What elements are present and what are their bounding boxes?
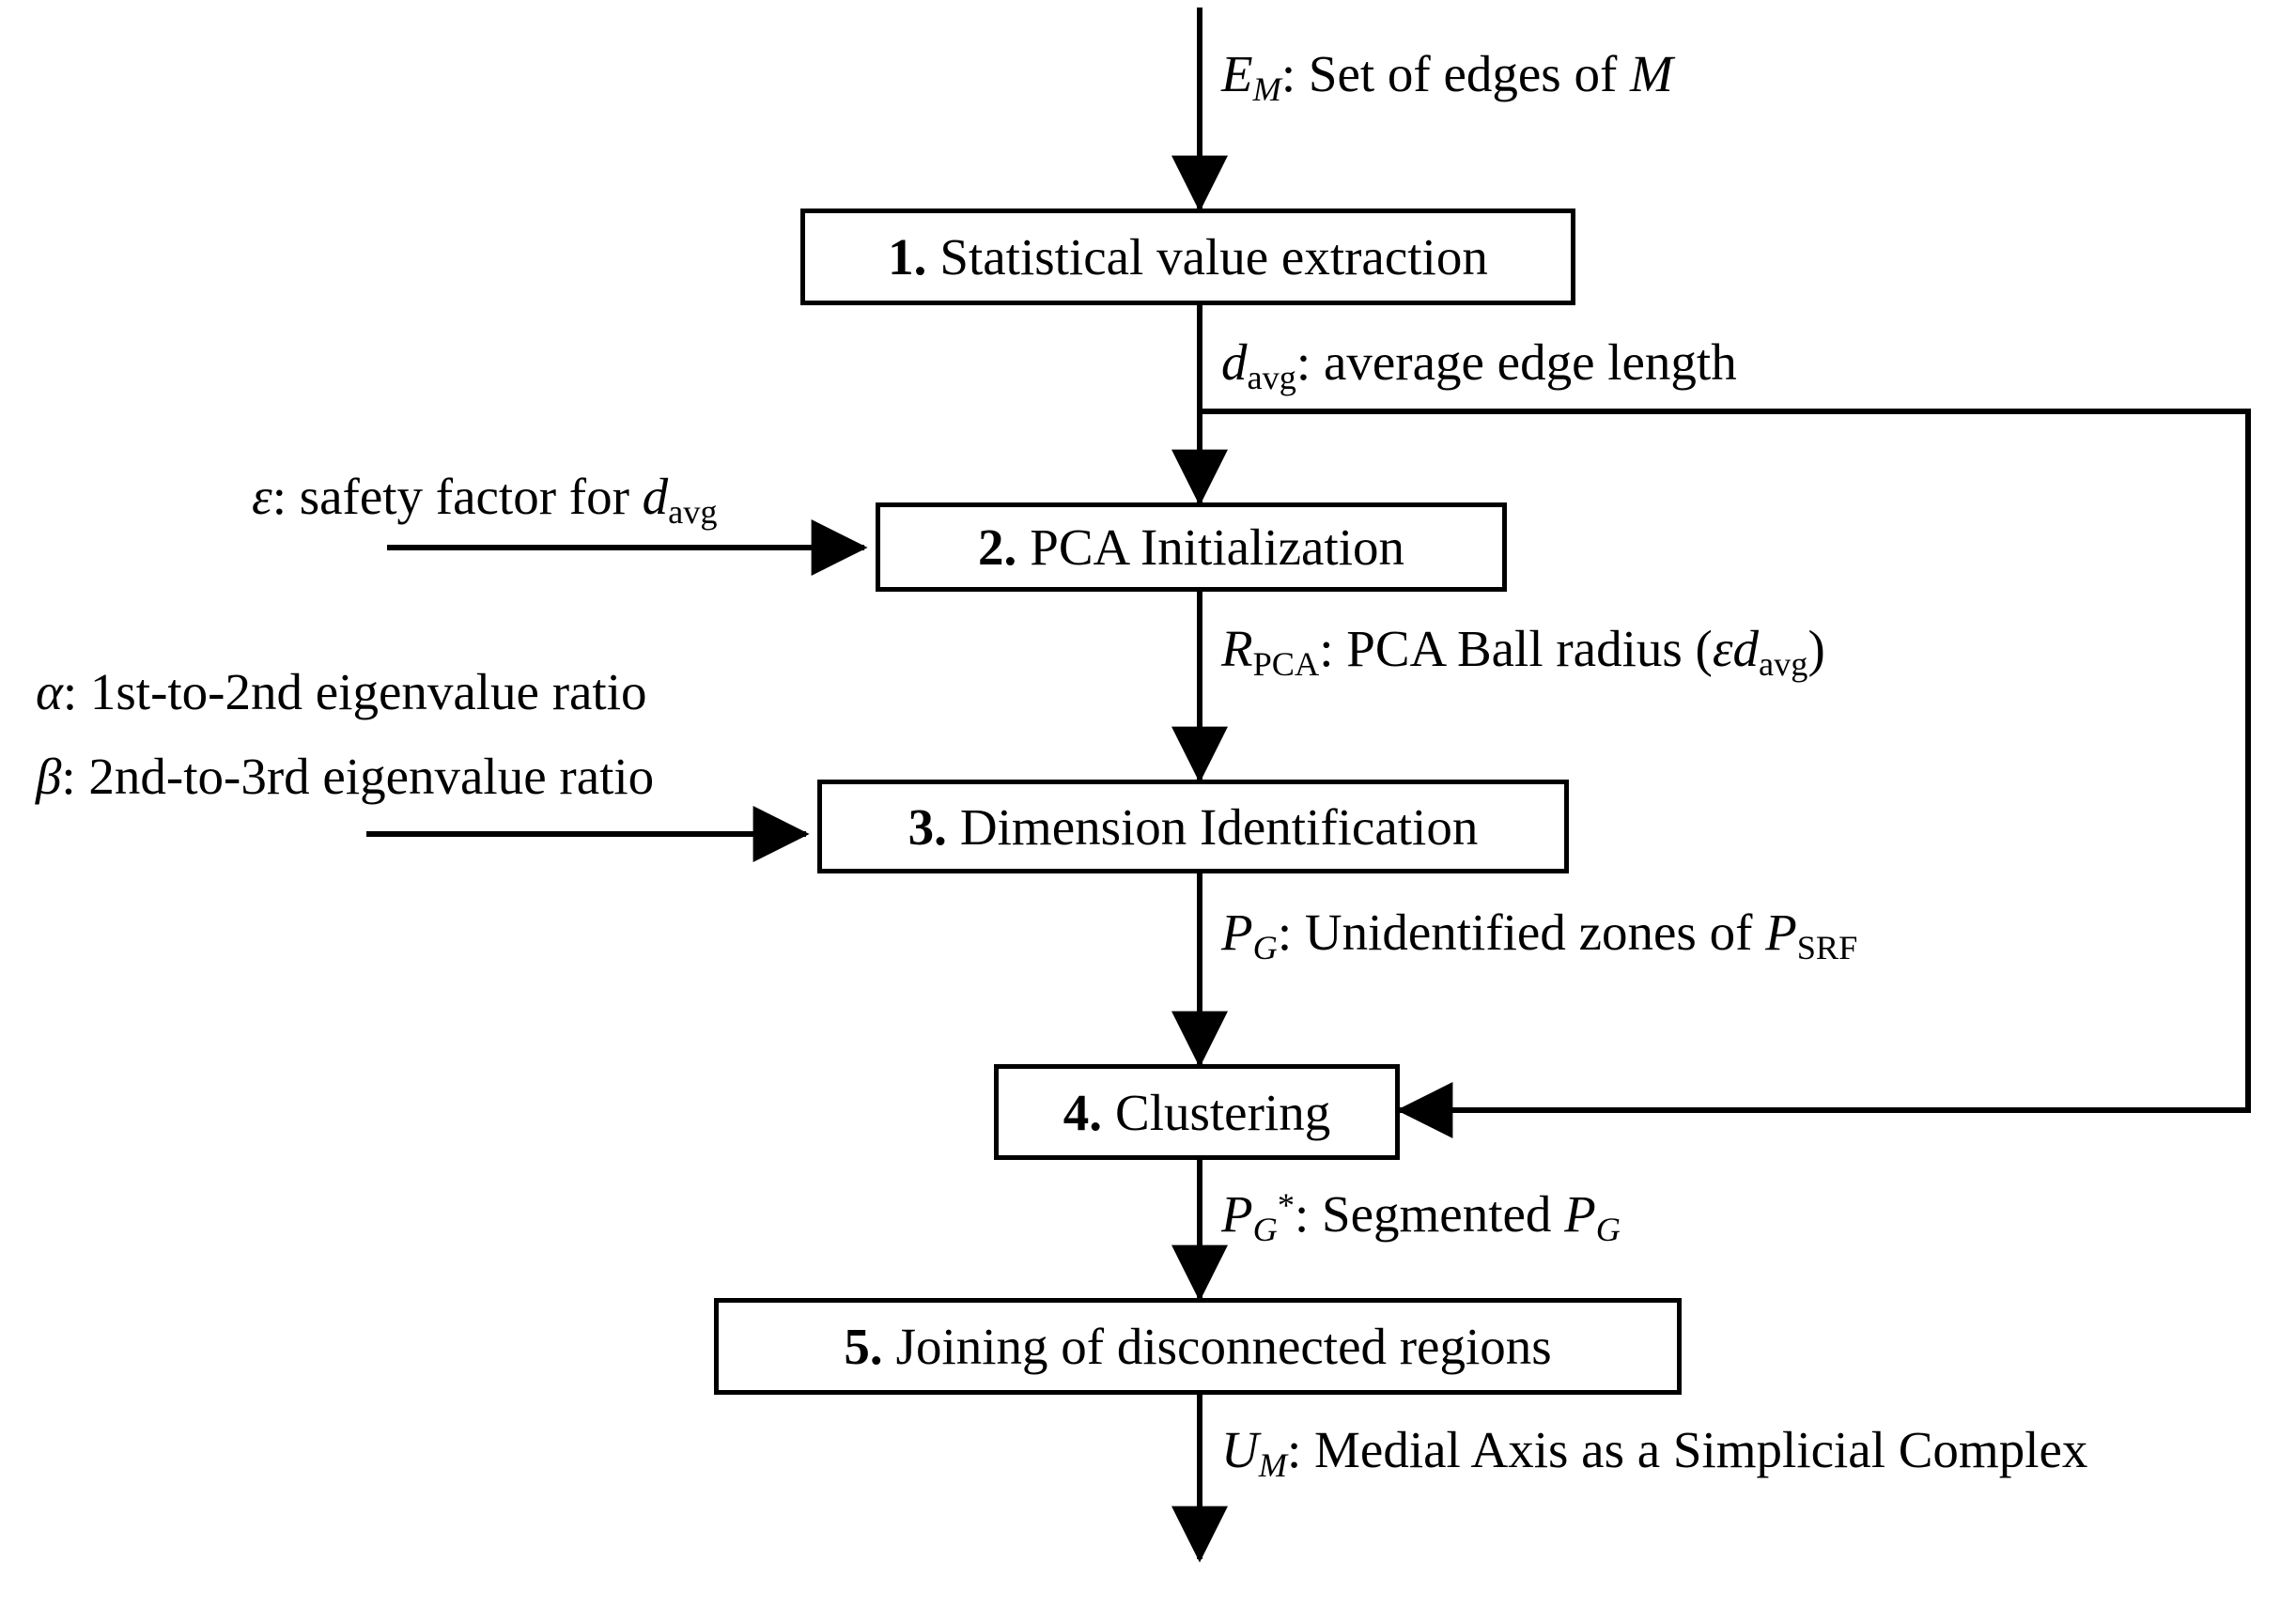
edge-label-after-step3: $P_G$: Unidentified zones of $P_{SRF}$ [1221,904,1858,967]
edge-label-input-top: $E_M$: Set of edges of M [1221,45,1673,109]
step-3-box[interactable] [817,780,1569,873]
edge-label-after-step4: $P_G^*$: Segmented $P_G$ [1221,1185,1621,1249]
step-4-box[interactable] [994,1064,1400,1160]
side-input-beta: β: 2nd-to-3rd eigenvalue ratio [36,748,655,805]
step-1-label: Statistical value extraction [939,228,1488,286]
step-5-label: Joining of disconnected regions [895,1318,1552,1375]
step-1-number: 1. [888,228,927,286]
step-5-number: 5. [844,1318,883,1375]
step-1-box[interactable] [800,209,1575,305]
step-5-box[interactable] [714,1298,1682,1395]
side-input-epsilon: ε: safety factor for $d_{avg}$ [252,468,718,532]
edge-label-after-step5: $U_M$: Medial Axis as a Simplicial Complex [1221,1421,2088,1485]
edge-label-after-step1: $d_{avg}$: average edge length [1221,333,1737,397]
step-4-label: Clustering [1115,1083,1331,1141]
step-2-label: PCA Initialization [1030,518,1404,576]
step-2-number: 2. [978,518,1017,576]
step-3-number: 3. [908,797,947,856]
edge-label-after-step2: $R_{PCA}$: PCA Ball radius $(\varepsilon d_{avg})$ [1221,620,1825,684]
step-4-number: 4. [1063,1083,1103,1141]
step-2-box[interactable] [876,502,1507,592]
side-input-alpha: α: 1st-to-2nd eigenvalue ratio [36,663,647,720]
step-3-label: Dimension Identification [959,797,1479,856]
